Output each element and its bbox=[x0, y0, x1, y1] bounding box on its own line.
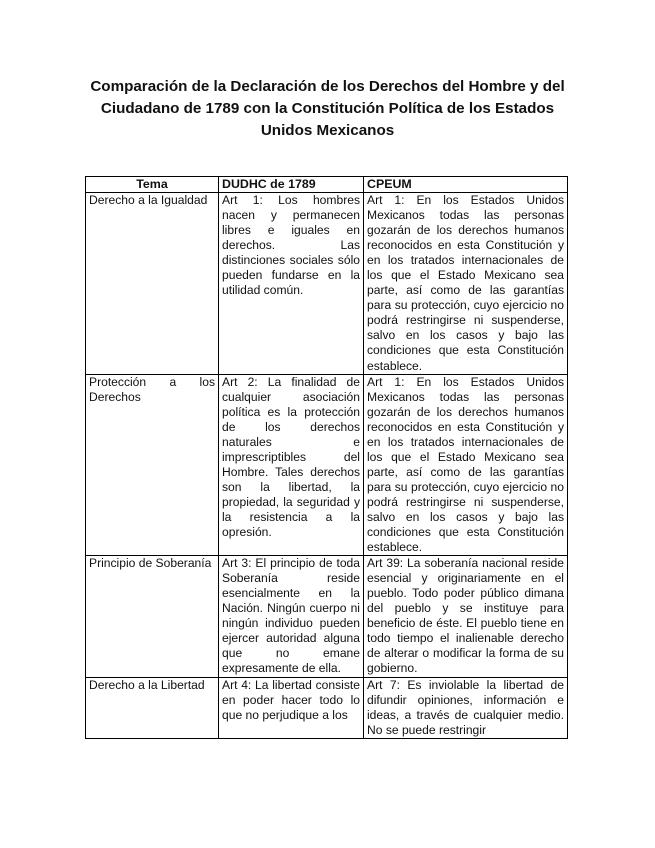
cell-dudhc: Art 4: La libertad consiste en poder hacer todo lo que no perjudique a los bbox=[219, 677, 364, 738]
cell-dudhc: Art 1: Los hombres nacen y permanecen libres e iguales en derechos. Las distinciones sociales sólo pueden fundarse en la utilidad común. bbox=[219, 193, 364, 375]
cell-tema: Protección a los Derechos bbox=[86, 374, 219, 556]
comparison-table bbox=[85, 176, 568, 739]
cell-cpeum: Art 1: En los Estados Unidos Mexicanos todas las personas gozarán de los derechos humanos reconocidos en esta Constitución y en los tratados internacionales de los que el Estado Mexicano sea parte, así como de las garantías para su protección, cuyo ejercicio no podrá restringirse ni suspenderse, salvo en los casos y bajo las condiciones que esta Constitución establece. bbox=[364, 193, 568, 375]
title-line: Ciudadano de 1789 con la Constitución Política de los Estados bbox=[100, 100, 555, 117]
table-header-row bbox=[86, 177, 568, 193]
cell-tema: Derecho a la Igualdad bbox=[86, 193, 219, 375]
document-title bbox=[0, 76, 655, 142]
cell-cpeum: Art 39: La soberanía nacional reside esencial y originariamente en el pueblo. Todo poder público dimana del pueblo y se instituye para beneficio de éste. El pueblo tiene en todo tiempo el inalienable derecho de alterar o modificar la forma de su gobierno. bbox=[364, 556, 568, 677]
cell-cpeum: Art 7: Es inviolable la libertad de difundir opiniones, información e ideas, a través de cualquier medio. No se puede restringir bbox=[364, 677, 568, 738]
table-row bbox=[86, 556, 568, 677]
cell-dudhc: Art 2: La finalidad de cualquier asociación política es la protección de los derechos naturales e imprescriptibles del Hombre. Tales derechos son la libertad, la propiedad, la seguridad y la resistencia a la opresión. bbox=[219, 374, 364, 556]
table-row bbox=[86, 677, 568, 738]
title-line: Unidos Mexicanos bbox=[260, 122, 395, 139]
cell-cpeum: Art 1: En los Estados Unidos Mexicanos todas las personas gozarán de los derechos humanos reconocidos en esta Constitución y en los tratados internacionales de los que el Estado Mexicano sea parte, así como de las garantías para su protección, cuyo ejercicio no podrá restringirse ni suspenderse, salvo en los casos y bajo las condiciones que esta Constitución establece. bbox=[364, 374, 568, 556]
table-row bbox=[86, 193, 568, 375]
cell-dudhc: Art 3: El principio de toda Soberanía reside esencialmente en la Nación. Ningún cuerpo ni ningún individuo pueden ejercer autoridad alguna que no emane expresamente de ella. bbox=[219, 556, 364, 677]
header-cpeum: CPEUM bbox=[364, 177, 568, 193]
comparison-table-container bbox=[85, 176, 569, 770]
header-tema: Tema bbox=[86, 177, 219, 193]
header-dudhc: DUDHC de 1789 bbox=[219, 177, 364, 193]
cell-tema: Derecho a la Libertad bbox=[86, 677, 219, 738]
cell-tema: Principio de Soberanía bbox=[86, 556, 219, 677]
title-line: Comparación de la Declaración de los Derechos del Hombre y del bbox=[90, 78, 565, 95]
table-row bbox=[86, 374, 568, 556]
